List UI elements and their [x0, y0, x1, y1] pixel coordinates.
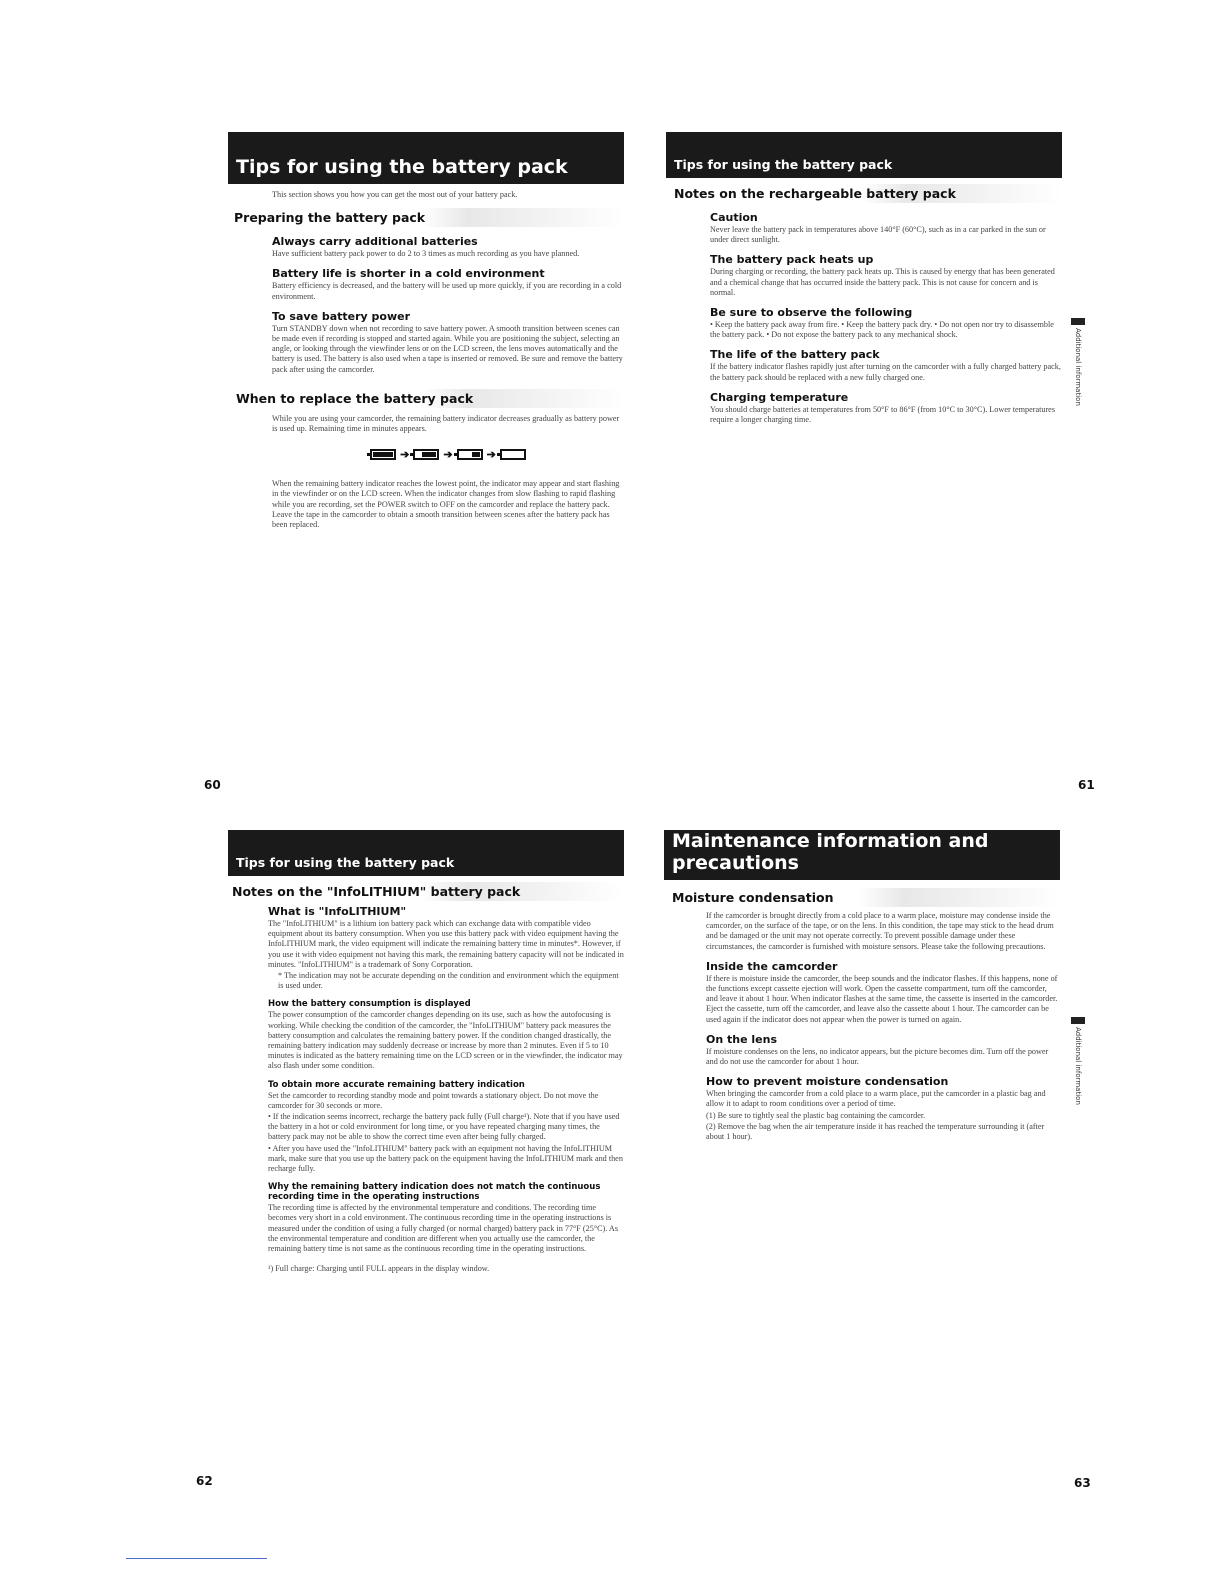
section-infolithium: Notes on the "InfoLITHIUM" battery pack: [232, 882, 624, 901]
bullet-recharge: • If the indication seems incorrect, recharge the battery pack fully (Full charge¹). Note that if you have used the battery in a hot or cold environment for long time, or you have repeated charging many times, the battery pack may not be able to show the correct time even after being fully charged.: [268, 1112, 620, 1142]
battery-icon-empty: [500, 449, 526, 460]
side-tab-61: [1071, 318, 1085, 404]
para-moisture-intro: If the camcorder is brought directly from a cold place to a warm place, moisture may condense inside the camcorder, on the surface of the tape, or on the lens. In this condition, the tape may stick to the head drum and be damaged or the unit may not operate correctly. To prevent possible damage under these circumstances, the camcorder is furnished with moisture sensors. Please take the following precautions.: [706, 911, 1054, 951]
page-number-62: 62: [196, 1474, 213, 1488]
sub-charging-temp: Charging temperature: [710, 390, 849, 404]
sub-lens: On the lens: [706, 1032, 778, 1046]
bullet-after-use: • After you have used the "InfoLITHIUM" battery pack with an equipment not having the InfoLITHIUM mark, make sure that you use up the battery pack on the equipment having the InfoLITHIUM mark and then recharge fully.: [268, 1143, 623, 1174]
side-tab-label: Additional information: [1074, 328, 1082, 406]
para-life: If the battery indicator flashes rapidly just after turning on the camcorder with a fully charged battery pack, the battery pack should be replaced with a new fully charged one.: [710, 362, 1061, 382]
page-62-header: Tips for using the battery pack: [228, 830, 624, 876]
sub-caution: Caution: [710, 211, 758, 224]
sub-why-mismatch: Why the remaining battery indication does not match the continuous recording time in the operating instructions: [268, 1182, 601, 1203]
side-tab-63: [1071, 1017, 1085, 1103]
para-caution: Never leave the battery pack in temperatures above 140°F (60°C), such as in a car parked in the sun or under direct sunlight.: [710, 225, 1046, 245]
sub-inside: Inside the camcorder: [706, 959, 838, 973]
step-1: (1) Be sure to tightly seal the plastic bag containing the camcorder.: [706, 1110, 926, 1120]
footnote: ¹) Full charge: Charging until FULL appears in the display window.: [268, 1264, 490, 1274]
para-prevent: When bringing the camcorder from a cold place to a warm place, put the camcorder in a plastic bag and allow it to adapt to room conditions over a period of time.: [706, 1089, 1046, 1109]
battery-icon-low: [457, 449, 483, 460]
sub-save-power: To save battery power: [272, 309, 411, 323]
side-tab-marker: [1071, 1017, 1085, 1024]
page-62: [228, 830, 624, 1274]
page-60: [228, 132, 624, 530]
page-number-63: 63: [1074, 1476, 1091, 1490]
para-inside: If there is moisture inside the camcorder, the beep sounds and the indicator flashes. If this happens, none of the functions except cassette ejection will work. Open the cassette compartment, turn off the camcorder, and leave it about 1 hour. When indicator flashes at the same time, the cassette is inserted in the camcorder. Eject the cassette, turn off the camcorder, and leave also the cassette about 1 hour. The camcorder can be used again if the indicator does not appear when the power is turned on again.: [706, 973, 1058, 1024]
sub-life: The life of the battery pack: [710, 348, 880, 362]
para-heats-up: During charging or recording, the battery pack heats up. This is caused by energy that has been generated and a chemical change that has occurred inside the battery pack. This is not cause for concern and is normal.: [710, 267, 1055, 297]
footer-rule: [126, 1558, 267, 1559]
sub-what-is: What is "InfoLITHIUM": [268, 905, 407, 918]
page-61: [666, 132, 1062, 425]
para-observe: • Keep the battery pack away from fire. • Keep the battery pack dry. • Do not open nor try to disassemble the battery pack. • Do not expose the battery pack to any mechanical shock.: [710, 320, 1054, 340]
battery-icon-full: [370, 449, 396, 460]
page-63: [664, 830, 1060, 1142]
arrow-icon: ➔: [486, 449, 496, 462]
sub-heats-up: The battery pack heats up: [710, 253, 874, 267]
side-tab-marker: [1071, 318, 1085, 325]
section-replace: When to replace the battery pack: [236, 389, 624, 408]
page-60-header: Tips for using the battery pack: [228, 132, 624, 184]
para-why: The recording time is affected by the environmental temperature and conditions. The recording time becomes very short in a cold environment. The continuous recording time in the operating instructions is measured under the condition of using a fully charged (or normal charged) battery pack in 77°F (25°C). As the environmental temperature and condition are different when you actually use the camcorder, the remaining battery time is not same as the continuous recording time in the operating instructions.: [268, 1203, 619, 1254]
step-2: (2) Remove the bag when the air temperature inside it has reached the temperature surrounding it (after about 1 hour).: [706, 1121, 1045, 1142]
arrow-icon: ➔: [400, 449, 410, 462]
battery-icon-high: [413, 449, 439, 460]
para-replace: While you are using your camcorder, the remaining battery indicator decreases gradually as battery power is used up. Remaining time in minutes appears.: [272, 413, 620, 434]
intro-text: This section shows you how you can get the most out of your battery pack.: [272, 190, 518, 199]
section-preparing: Preparing the battery pack: [234, 208, 624, 227]
sub-obtain-accurate: To obtain more accurate remaining battery indication: [268, 1079, 525, 1090]
page-number-61: 61: [1078, 778, 1095, 792]
sub-cold-env: Battery life is shorter in a cold environment: [272, 267, 545, 281]
para-save: Turn STANDBY down when not recording to save battery power. A smooth transition between scenes can be made even if recording is stopped and started again. While you are positioning the subject, selecting an angle, or looking through the viewfinder lens or on the LCD screen, the lens moves automatically and the battery is used. The battery is also used when a tape is inserted or removed. Be sure and remove the battery pack after using the camcorder.: [272, 323, 623, 374]
para-carry: Have sufficient battery pack power to do 2 to 3 times as much recording as you have planned.: [272, 249, 580, 259]
side-tab-label: Additional information: [1074, 1027, 1082, 1105]
page-63-header: Maintenance information and precautions: [664, 830, 1060, 880]
section-rechargeable: Notes on the rechargeable battery pack: [674, 184, 1062, 203]
sub-prevent: How to prevent moisture condensation: [706, 1075, 949, 1089]
arrow-icon: ➔: [443, 449, 453, 462]
para-charging-temp: You should charge batteries at temperatures from 50°F to 86°F (from 10°C to 30°C). Lower temperatures require a longer charging time.: [710, 404, 1056, 425]
sub-carry-batteries: Always carry additional batteries: [272, 235, 478, 249]
para-how-displayed: The power consumption of the camcorder changes depending on its use, such as how the autofocusing is working. While checking the condition of the camcorder, the "InfoLITHIUM" battery pack measures the battery consumption and calculates the remaining battery power. If the condition changed drastically, the remaining battery indication may suddenly decrease or increase by more than 2 minutes. Even if 5 to 10 minutes is indicated as the battery remaining time on the LCD screen or in the viewfinder, the indicator may also flash under some condition.: [268, 1010, 623, 1071]
para-what-note: * The indication may not be accurate depending on the condition and environment which the equipment is used under.: [278, 971, 619, 991]
para-cold: Battery efficiency is decreased, and the battery will be used up more quickly, if you are recording in a cold environment.: [272, 281, 622, 301]
para-what-is: The "InfoLITHIUM" is a lithium ion battery pack which can exchange data with compatible video equipment about its battery consumption. When you use this battery pack with video equipment having the InfoLITHIUM mark, the video equipment will indicate the remaining battery time in minutes*. However, if you use it with video equipment not having this mark, the remaining battery capacity will not be indicated in minutes. "InfoLITHIUM" is a trademark of Sony Corporation.: [268, 919, 624, 969]
page-number-60: 60: [204, 778, 221, 792]
battery-indicator-sequence: [272, 448, 624, 461]
sub-observe: Be sure to observe the following: [710, 306, 913, 320]
para-replace-after: When the remaining battery indicator reaches the lowest point, the indicator may appear and start flashing in the viewfinder or on the LCD screen. When the indicator changes from slow flashing to rapid flashing while you are recording, set the POWER switch to OFF on the camcorder and replace the battery pack. Leave the tape in the camcorder to obtain a smooth transition between scenes after the battery pack has been replaced.: [272, 479, 620, 530]
sub-how-displayed: How the battery consumption is displayed: [268, 999, 471, 1010]
page-61-header: Tips for using the battery pack: [666, 132, 1062, 178]
section-moisture: Moisture condensation: [672, 888, 1060, 907]
para-obtain: Set the camcorder to recording standby mode and point towards a stationary object. Do not move the camcorder for 30 seconds or more.: [268, 1090, 599, 1110]
para-lens: If moisture condenses on the lens, no indicator appears, but the picture becomes dim. Turn off the power and do not use the camcorder for about 1 hour.: [706, 1046, 1049, 1067]
